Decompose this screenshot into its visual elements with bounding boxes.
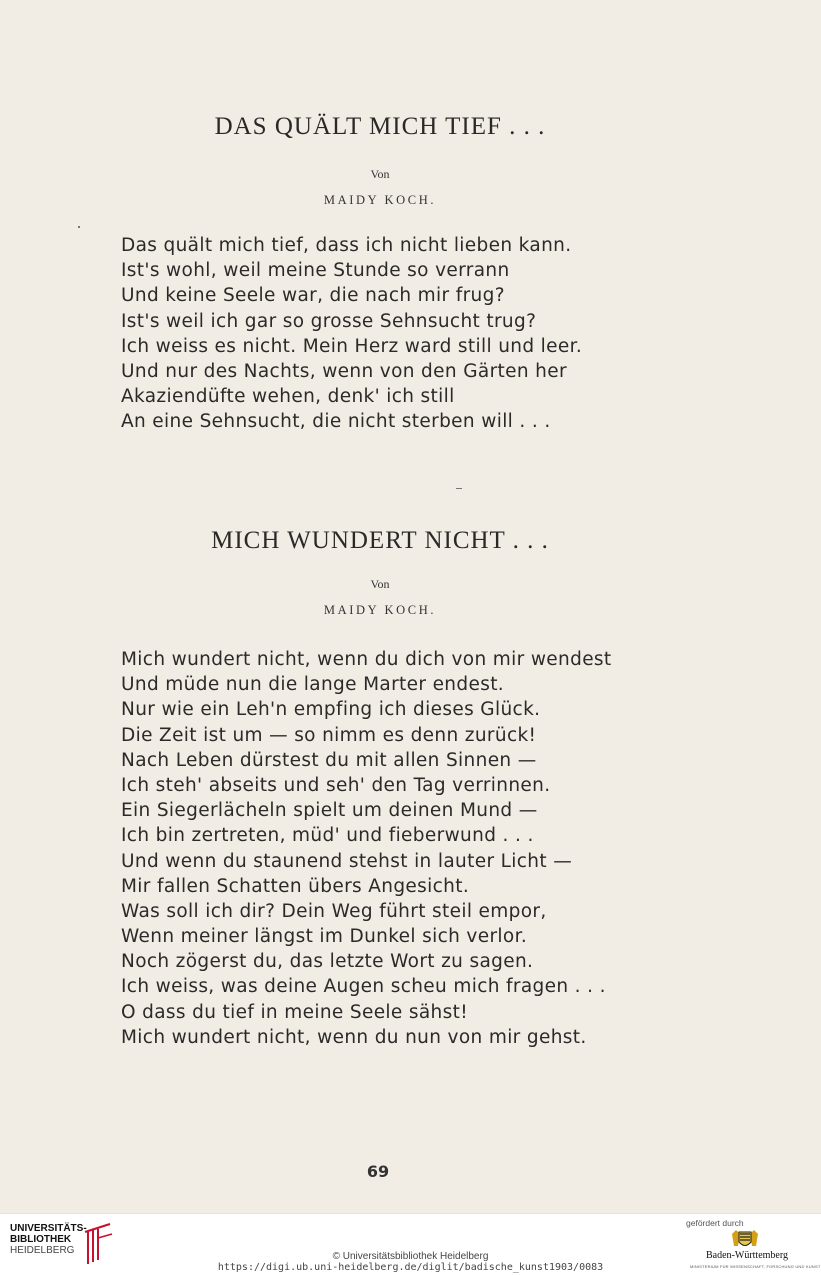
poem-line: Ist's wohl, weil meine Stunde so verrann: [121, 260, 510, 282]
poem-2-title: MICH WUNDERT NICHT . . .: [211, 527, 549, 554]
poem-line: Ich weiss, was deine Augen scheu mich fragen . . .: [121, 976, 606, 998]
poem-line: Mir fallen Schatten übers Angesicht.: [121, 875, 470, 897]
poem-line: O dass du tief in meine Seele sähst!: [121, 1001, 468, 1023]
poem-line: Mich wundert nicht, wenn du nun von mir gehst.: [121, 1026, 587, 1048]
poem-1-body: [121, 233, 582, 435]
poem-1-title: DAS QUÄLT MICH TIEF . . .: [214, 113, 546, 140]
poem-1-von: Von: [370, 167, 390, 181]
poem-line: Ein Siegerlächeln spielt um deinen Mund —: [121, 800, 538, 822]
page-number: 69: [366, 1162, 390, 1181]
poem-2-body: [121, 647, 612, 1050]
poem-line: Das quält mich tief, dass ich nicht lieben kann.: [121, 235, 572, 256]
divider-mark: [456, 488, 462, 489]
poem-line: Ich bin zertreten, müd' und fieberwund . . .: [121, 825, 534, 847]
sponsor-name: Baden-Württemberg: [706, 1250, 789, 1261]
poem-line: An eine Sehnsucht, die nicht sterben will . . .: [121, 411, 551, 433]
poem-line: Und keine Seele war, die nach mir frug?: [121, 285, 505, 307]
copyright-notice: © Universitätsbibliothek Heidelberg: [332, 1251, 489, 1262]
poem-line: Die Zeit ist um — so nimm es denn zurück!: [121, 724, 537, 746]
poem-line: Und nur des Nachts, wenn von den Gärten her: [121, 360, 567, 382]
page-speck: [78, 226, 80, 228]
poem-line: Und müde nun die lange Marter endest.: [121, 674, 505, 696]
poem-1-author: MAIDY KOCH.: [323, 193, 437, 207]
poem-line: Akaziendüfte wehen, denk' ich still: [121, 386, 455, 408]
poem-line: Nur wie ein Leh'n empfing ich dieses Glück.: [121, 699, 541, 721]
sponsor-label: gefördert durch: [686, 1218, 744, 1228]
poem-line: Mich wundert nicht, wenn du dich von mir wendest: [121, 649, 612, 670]
poem-line: Ich steh' abseits und seh' den Tag verrinnen.: [121, 774, 551, 796]
poem-2-von: Von: [370, 577, 390, 591]
poem-line: Ich weiss es nicht. Mein Herz ward still und leer.: [121, 335, 583, 357]
poem-line: Was soll ich dir? Dein Weg führt steil empor,: [121, 900, 547, 922]
state-crest-icon[interactable]: [728, 1228, 762, 1250]
sponsor-ministry: MINISTERIUM FÜR WISSENSCHAFT, FORSCHUNG UND KUNST: [690, 1264, 821, 1269]
poem-line: Wenn meiner längst im Dunkel sich verlor.: [121, 926, 528, 948]
library-name-line: UNIVERSITÄTS-: [10, 1223, 87, 1234]
permalink-url[interactable]: https://digi.ub.uni-heidelberg.de/diglit/badische_kunst1903/0083: [217, 1262, 604, 1273]
poem-line: Nach Leben dürstest du mit allen Sinnen —: [121, 749, 537, 771]
poem-2-author: MAIDY KOCH.: [323, 603, 437, 617]
poem-line: Ist's weil ich gar so grosse Sehnsucht trug?: [121, 310, 537, 332]
library-name-line: BIBLIOTHEK: [10, 1234, 72, 1245]
poem-line: Und wenn du staunend stehst in lauter Licht —: [121, 850, 573, 872]
library-name-line: HEIDELBERG: [10, 1245, 75, 1256]
poem-line: Noch zögerst du, das letzte Wort zu sagen.: [121, 951, 534, 973]
